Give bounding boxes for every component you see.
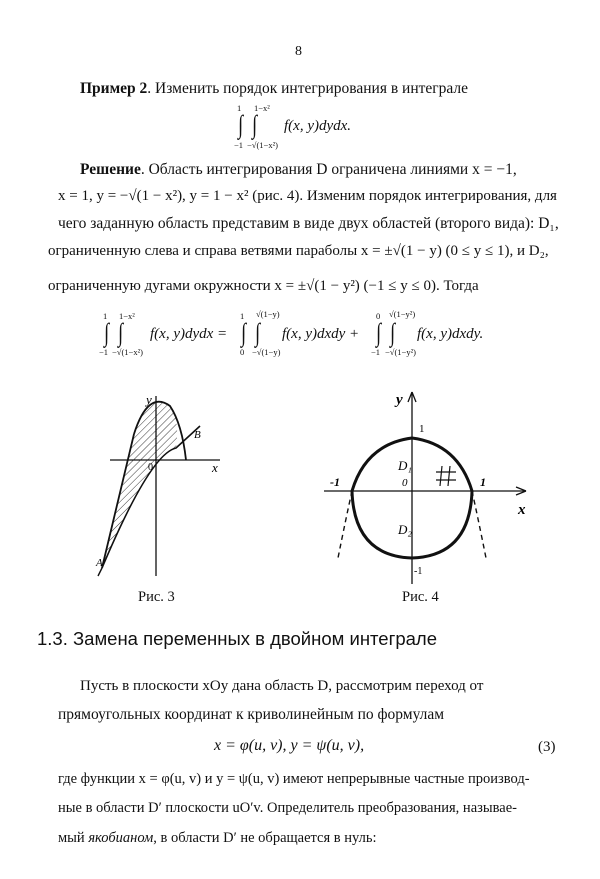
solution-line-3: чего заданную область представим в виде двух областей (второго вида): D₁, (58, 215, 559, 232)
solution-label: Решение (80, 161, 141, 178)
fig4-d1: D₁ (398, 458, 412, 473)
t1-integrand: f(x, y)dxdy + (282, 326, 360, 342)
t1-inner-upper: √(1−y) (256, 309, 280, 319)
inner-lower-limit: −√(1−x²) (247, 140, 278, 150)
solution-line-4: ограниченную слева и справа ветвями параболы x = ±√(1 − y) (0 ≤ y ≤ 1), и D₂, (48, 243, 549, 259)
fig3-caption: Рис. 3 (138, 589, 175, 605)
para-line-5-end: , в области D′ не обращается в нуль: (153, 830, 377, 846)
equation-number: (3) (538, 739, 556, 755)
t1-outer-upper: 1 (240, 311, 245, 321)
section-title: 1.3. Замена переменных в двойном интеграле (37, 628, 438, 649)
t1-inner-lower: −√(1−y) (252, 347, 281, 357)
integrand-1: f(x, y)dydx. (284, 118, 352, 134)
solution-line-1 (80, 161, 517, 179)
figure-3 (90, 390, 230, 580)
fig3-point-a: A (96, 557, 103, 569)
t1-inner-integral-sign: ∫ (255, 318, 261, 347)
fig4-d2: D₂ (398, 522, 412, 537)
solution-line-5: ограниченную дугами окружности x = ±√(1 − y²) (−1 ≤ y ≤ 0). Тогда (48, 278, 479, 294)
para-line-5-start: мый (58, 830, 89, 846)
outer-lower-limit: −1 (234, 140, 244, 150)
example-label: Пример 2 (80, 80, 148, 97)
figure-4 (318, 388, 543, 588)
solution-text-1: . Область интегрирования D ограничена линиями x = −1, (140, 161, 517, 178)
fig4-y-one: 1 (419, 423, 425, 435)
integral-sign-outer: ∫ (238, 110, 244, 139)
example-line (80, 80, 468, 98)
lhs-outer-upper: 1 (103, 311, 108, 321)
t2-inner-upper: √(1−y²) (389, 309, 416, 319)
para-line-1: Пусть в плоскости xOy дана область D, рассмотрим переход от (80, 678, 484, 694)
t2-inner-lower: −√(1−y²) (385, 347, 416, 357)
transform-formula: x = φ(u, v), y = ψ(u, v), (214, 737, 365, 754)
lhs-inner-lower: −√(1−x²) (112, 347, 143, 357)
para-line-2: прямоугольных координат к криволинейным по формулам (58, 706, 445, 723)
fig4-origin: 0 (402, 477, 408, 489)
inner-upper-limit: 1−x² (254, 103, 270, 113)
fig3-y-label: y (146, 392, 152, 407)
lhs-inner-integral-sign: ∫ (118, 318, 124, 347)
integral-sign-inner: ∫ (252, 110, 258, 139)
t1-outer-lower: 0 (240, 347, 245, 357)
fig4-caption: Рис. 4 (402, 589, 439, 605)
lhs-outer-lower: −1 (99, 347, 109, 357)
t2-inner-integral-sign: ∫ (390, 318, 396, 347)
t2-outer-lower: −1 (371, 347, 381, 357)
para-line-4: ные в области D′ плоскости uO′v. Определитель преобразования, называе- (58, 800, 517, 816)
fig4-y-label: y (396, 392, 403, 408)
t2-outer-upper: 0 (376, 311, 381, 321)
lhs-inner-upper: 1−x² (119, 311, 135, 321)
t2-integrand: f(x, y)dxdy. (417, 326, 484, 342)
fig3-x-label: x (212, 460, 218, 475)
fig3-origin: 0 (148, 462, 153, 473)
fig4-x-label: x (518, 502, 526, 518)
solution-line-2: x = 1, y = −√(1 − x²), y = 1 − x² (рис. 4). Изменим порядок интегрирования, для (58, 188, 557, 204)
jacobian-term: якобианом (88, 830, 154, 846)
lhs-integrand: f(x, y)dydx = (150, 326, 228, 342)
outer-upper-limit: 1 (237, 103, 242, 113)
lhs-outer-integral-sign: ∫ (104, 318, 110, 347)
fig4-one: 1 (480, 475, 486, 489)
page-number: 8 (295, 44, 302, 59)
fig3-point-b: B (194, 429, 201, 441)
para-line-5 (58, 830, 377, 847)
t1-outer-integral-sign: ∫ (241, 318, 247, 347)
fig4-minus-one: -1 (330, 475, 340, 489)
t2-outer-integral-sign: ∫ (376, 318, 382, 347)
example-text: . Изменить порядок интегрирования в интеграле (147, 80, 469, 97)
para-line-3: где функции x = φ(u, v) и y = ψ(u, v) имеют непрерывные частные производ- (58, 771, 530, 787)
fig4-y-minus-one: -1 (414, 566, 423, 577)
